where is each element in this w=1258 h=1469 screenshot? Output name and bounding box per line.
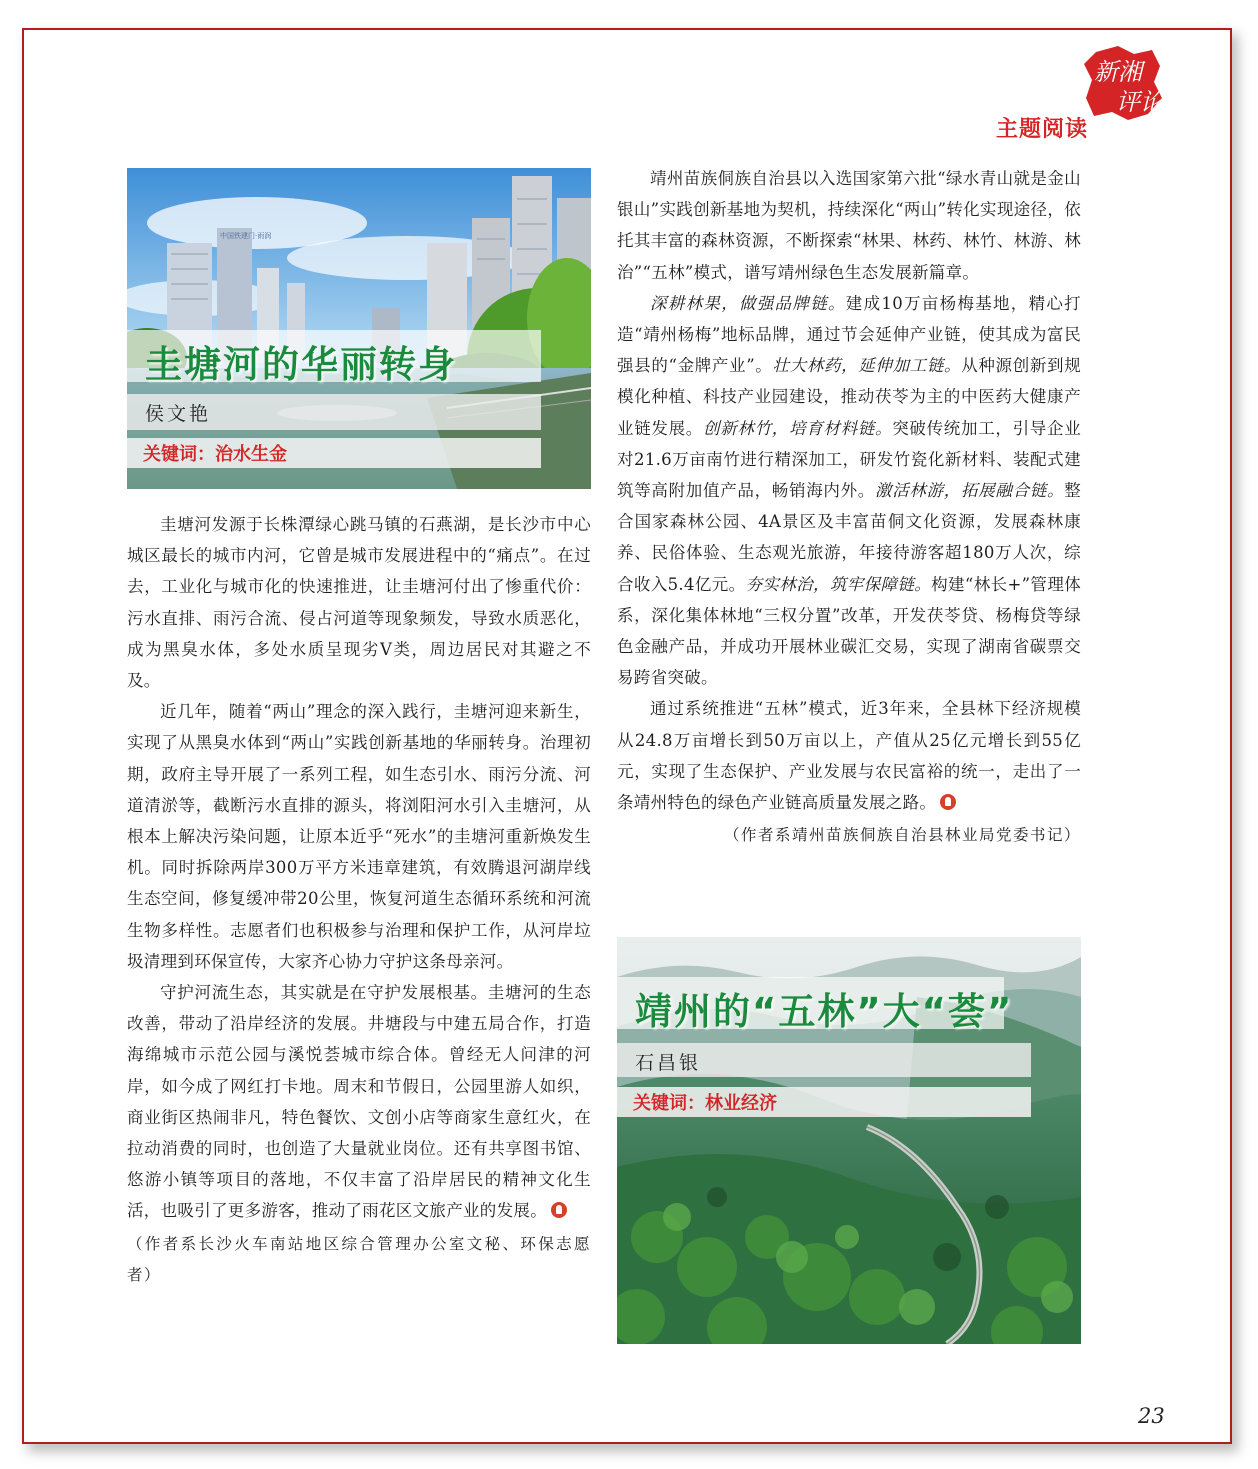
- article2-keywords: 关键词：林业经济: [633, 1093, 777, 1114]
- article1-photo: [127, 168, 591, 489]
- article2-last-paragraph-text: 通过系统推进“五林”模式，近3年来，全县林下经济规模从24.8万亩增长到50万亩以上，产值从25亿元增长到55亿元，实现了生态保护、产业发展与农民富裕的统一，走出了一条靖州特色的绿色产业链高质量发展之路。: [617, 699, 1081, 813]
- article2-last-paragraph: [617, 693, 1081, 818]
- building-sign-text: 中国铁建门·雨润: [220, 232, 272, 240]
- highlight-fruit: 深耕林果，做强品牌链。: [650, 293, 846, 313]
- article2-body: [617, 163, 1081, 851]
- magazine-logo: [1082, 42, 1166, 126]
- end-mark-icon: [940, 794, 956, 810]
- article2-author-note: （作者系靖州苗族侗族自治县林业局党委书记）: [723, 826, 1081, 845]
- highlight-bamboo: 创新林竹，培育材料链。: [703, 418, 893, 438]
- article1-last-paragraph-text: 守护河流生态，其实就是在守护发展根基。圭塘河的生态改善，带动了沿岸经济的发展。井塘段与中建五局合作，打造海绵城市示范公园与溪悦荟城市综合体。曾经无人问津的河岸，如今成了网红打卡地。周末和节假日，公园里游人如织，商业街区热闹非凡，特色餐饮、文创小店等商家生意红火，在拉动消费的同时，也创造了大量就业岗位。还有共享图书馆、悠游小镇等项目的落地，不仅丰富了沿岸居民的精神文化生活，也吸引了更多游客，推动了雨花区文旅产业的发展。: [127, 983, 591, 1221]
- section-label: 主题阅读: [995, 117, 1088, 142]
- article1-last-paragraph: [127, 977, 591, 1227]
- article1-keywords: 关键词：治水生金: [143, 444, 287, 465]
- article1-paragraph: 圭塘河发源于长株潭绿心跳马镇的石燕湖，是长沙市中心城区最长的城市内河，它曾是城市发展进程中的“痛点”。在过去，工业化与城市化的快速推进，让圭塘河付出了惨重代价：污水直排、雨污合流、侵占河道等现象频发，导致水质恶化，成为黑臭水体，多处水质呈现劣V类，周边居民对其避之不及。: [127, 515, 591, 691]
- article1-title: 圭塘河的华丽转身: [145, 343, 457, 386]
- text-fruit: 建成10万亩杨梅基地，精心打造“靖州杨梅”地标品牌，通过节会延伸产业链，使其成为富民强县的“金牌产业”。: [617, 293, 1081, 376]
- article1-keywords-band: [127, 438, 541, 468]
- article2-author-band: [617, 1043, 1031, 1077]
- article2-keywords-band: [617, 1087, 1031, 1117]
- article1-author-band: [127, 394, 541, 430]
- article2-five-forests-paragraph: [617, 288, 1081, 694]
- page-number: 23: [1138, 1404, 1165, 1428]
- article2-photo: [617, 937, 1081, 1344]
- text-bamboo: 突破传统加工，引导企业对21.6万亩南竹进行精深加工，研发竹瓷化新材料、装配式建筑等高附加值产品，畅销海内外。: [617, 418, 1081, 501]
- article1-paragraph: 近几年，随着“两山”理念的深入践行，圭塘河迎来新生，实现了从黑臭水体到“两山”实践创新基地的华丽转身。治理初期，政府主导开展了一系列工程，如生态引水、雨污分流、河道清淤等，截断污水直排的源头，将浏阳河水引入圭塘河，从根本上解决污染问题，让原本近乎“死水”的圭塘河重新焕发生机。同时拆除两岸300万平方米违章建筑，有效腾退河湖岸线生态空间，修复缓冲带20公里，恢复河道生态循环系统和河流生物多样性。志愿者们也积极参与治理和保护工作，从河岸垃圾清理到环保宣传，大家齐心协力守护这条母亲河。: [127, 702, 591, 971]
- highlight-governance: 夯实林治，筑牢保障链。: [745, 574, 932, 594]
- text-medicine: 从种源创新到规模化种植、科技产业园建设，推动茯苓为主的中医药大健康产业链发展。: [617, 356, 1081, 438]
- svg-text:评论: 评论: [1116, 88, 1164, 116]
- article1-author: 侯文艳: [145, 403, 212, 425]
- article1-title-band: [127, 330, 541, 386]
- article2-title: 靖州的“五林”大“荟”: [635, 990, 1014, 1033]
- article1-author-note: （作者系长沙火车南站地区综合管理办公室文秘、环保志愿者）: [127, 1234, 591, 1284]
- highlight-medicine: 壮大林药，延伸加工链。: [772, 356, 962, 376]
- article1-body: [127, 509, 591, 1291]
- article2-intro: 靖州苗族侗族自治县以入选国家第六批“绿水青山就是金山银山”实践创新基地为契机，持续深化“两山”转化实现途径，依托其丰富的森林资源，不断探索“林果、林药、林竹、林游、林治”“五林”模式，谱写靖州绿色生态发展新篇章。: [617, 169, 1081, 282]
- highlight-tourism: 激活林游，拓展融合链。: [875, 481, 1065, 501]
- text-governance: 构建“林长+”管理体系，深化集体林地“三权分置”改革，开发茯苓贷、杨梅贷等绿色金融产品，并成功开展林业碳汇交易，实现了湖南省碳票交易跨省突破。: [617, 574, 1081, 688]
- end-mark-icon: [551, 1202, 567, 1218]
- article2-author: 石昌银: [635, 1052, 702, 1074]
- svg-text:新湘: 新湘: [1094, 58, 1142, 86]
- text-tourism: 整合国家森林公园、4A景区及丰富苗侗文化资源，发展森林康养、民俗体验、生态观光旅游，年接待游客超180万人次，综合收入5.4亿元。: [617, 481, 1082, 594]
- article2-title-band: [617, 977, 1014, 1033]
